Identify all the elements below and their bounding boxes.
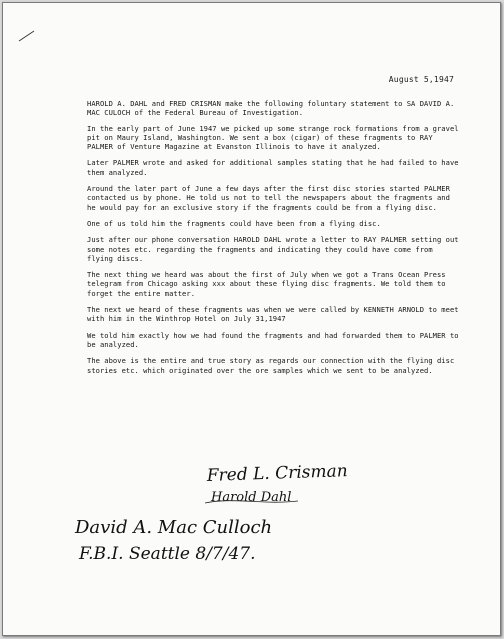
intro-paragraph: HAROLD A. DAHL and FRED CRISMAN make the following foluntary statement to SA DAVID A. MAC CULOCH of the Federal Bureau of Investigation. xyxy=(87,99,455,118)
statement-paragraph: One of us told him the fragments could have been from a flying disc. xyxy=(87,218,381,228)
statement-paragraph: The above is the entire and true story as regards our connection with the flying disc stories etc. which originated over the ore samples which we sent to be analyzed. xyxy=(87,356,455,375)
statement-paragraph: In the early part of June 1947 we picked up some strange rock formations from a gravel pit on Maury Island, Washington. We sent a box (cigar) of these fragments to RAY PALMER of Venture Magazine at Evanston Illinois to have it analyzed. xyxy=(87,123,459,152)
document-page xyxy=(2,2,501,636)
statement-body xyxy=(69,99,461,382)
statement-paragraph: The next thing we heard was about the first of July when we got a Trans Ocean Press telegram from Chicago asking xxx about these flying disc fragments. We told them to forget the entire matter. xyxy=(87,270,446,298)
witness-signatures xyxy=(203,461,393,509)
statement-paragraph: Around the later part of June a few days after the first disc stories started PALMER contacted us by phone. He told us not to tell the newspapers about the fragments and he would pay for an exclusive story if the fragments could be from a flying disc. xyxy=(87,184,450,212)
agent-name-signature: David A. Mac Culloch xyxy=(75,517,273,538)
crisman-signature: Fred L. Crisman xyxy=(206,461,348,486)
agent-signature xyxy=(73,511,293,571)
document-date: August 5,1947 xyxy=(388,75,454,84)
statement-paragraph: Just after our phone conversation HAROLD DAHL wrote a letter to RAY PALMER setting out some notes etc. regarding the fragments and indicating they could have come from flying discs. xyxy=(87,235,459,263)
statement-paragraph: We told him exactly how we had found the fragments and had forwarded them to PALMER to be analyzed. xyxy=(87,330,459,349)
statement-paragraph: Later PALMER wrote and asked for additional samples stating that he had failed to have them analyzed. xyxy=(87,158,459,177)
dahl-signature: Harold Dahl xyxy=(211,490,292,505)
pen-mark xyxy=(17,29,37,43)
statement-paragraph: The next we heard of these fragments was when we were called by KENNETH ARNOLD to meet with him in the Winthrop Hotel on July 31,1947 xyxy=(87,305,459,324)
agent-office-signature: F.B.I. Seattle 8/7/47. xyxy=(79,544,256,564)
